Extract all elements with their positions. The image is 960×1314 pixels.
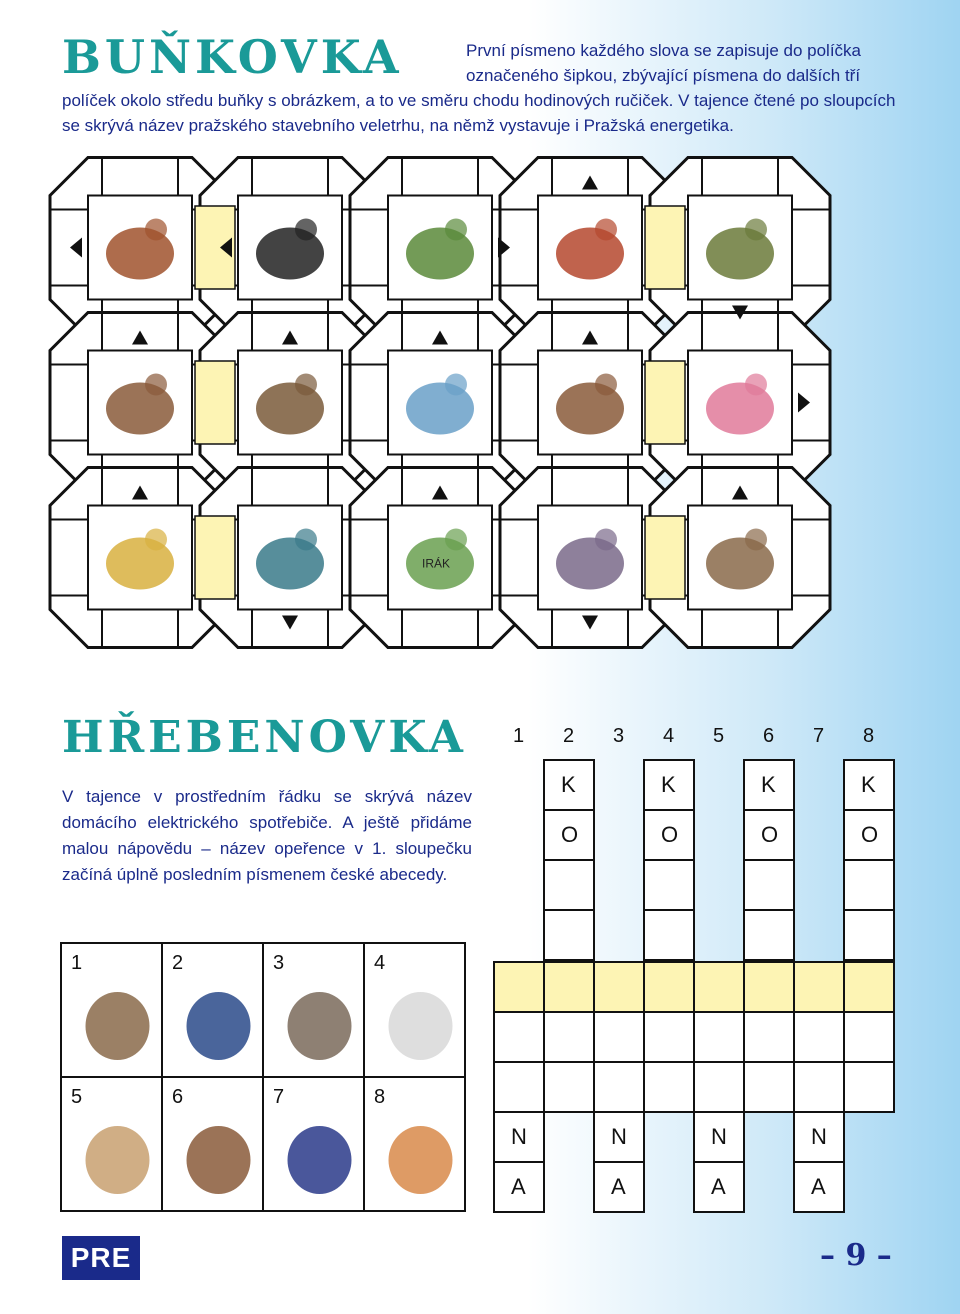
column-number: 5: [713, 725, 725, 747]
solution-cell[interactable]: [794, 962, 844, 1012]
solution-cell[interactable]: [195, 516, 235, 599]
grid-cell[interactable]: [794, 1062, 844, 1112]
grid-cell[interactable]: [744, 1062, 794, 1112]
given-letter: O: [761, 822, 779, 847]
column-number: 3: [613, 725, 625, 747]
window-icon: [238, 351, 342, 455]
given-letter: A: [511, 1174, 526, 1199]
picture-number: 5: [71, 1086, 83, 1108]
grid-cell[interactable]: [844, 1062, 894, 1112]
solution-cell[interactable]: [645, 516, 685, 599]
map-label: IRÁK: [422, 556, 451, 571]
solution-cell[interactable]: [494, 962, 544, 1012]
column-number: 6: [763, 725, 775, 747]
iraq-map-icon: [388, 506, 492, 610]
puzzle1-title: BUŇKOVKA: [62, 30, 403, 84]
hrebenovka-grid: [486, 716, 896, 1216]
genie-icon: [388, 351, 492, 455]
given-letter: K: [561, 772, 576, 797]
logo-text: PRE: [70, 1242, 132, 1273]
stove-icon: [263, 1077, 364, 1211]
grid-cell[interactable]: [694, 1062, 744, 1112]
grid-cell[interactable]: [494, 1012, 544, 1062]
llama-icon: [538, 196, 642, 300]
picture-number: 2: [172, 952, 184, 974]
adam-eve-icon: [388, 196, 492, 300]
plate-icon: [162, 1077, 263, 1211]
column-number: 2: [563, 725, 575, 747]
given-letter: O: [661, 822, 679, 847]
given-letter: A: [811, 1174, 826, 1199]
solution-cell[interactable]: [645, 361, 685, 444]
cat-icon: [364, 1077, 465, 1211]
given-letter: N: [811, 1124, 827, 1149]
given-letter: A: [611, 1174, 626, 1199]
picture-number: 4: [374, 952, 386, 974]
grid-cell[interactable]: [644, 860, 694, 910]
grid-cell[interactable]: [544, 910, 594, 960]
page-number: – 9 –: [820, 1238, 892, 1273]
grid-cell[interactable]: [744, 860, 794, 910]
puzzle1-instruction-text: políček okolo středu buňky s obrázkem, a to ve směru chodu hodinových ručiček. V tajence čtené po sloupcích se skrývá název pražského stavebního veletrhu, na němž vystavuje i Pražská energetika.: [62, 91, 896, 135]
puzzle2-instruction: V tajence v prostředním řádku se skrývá název domácího elektrického spotřebiče. A ještě přidáme malou nápovědu – název opeřence v 1. sloupečku začíná úplně posledním písmenem české abecedy.: [62, 787, 472, 884]
given-letter: K: [761, 772, 776, 797]
column-number: 7: [813, 725, 825, 747]
solution-cell[interactable]: [645, 206, 685, 289]
saint-icon: [61, 1077, 162, 1211]
birthday-cake-icon: [688, 351, 792, 455]
given-letter: N: [611, 1124, 627, 1149]
suitcase-icon: [88, 196, 192, 300]
given-letter: N: [711, 1124, 727, 1149]
column-number: 4: [663, 725, 675, 747]
given-letter: A: [711, 1174, 726, 1199]
given-letter: K: [661, 772, 676, 797]
castle-icon: [88, 506, 192, 610]
column-number: 1: [513, 725, 525, 747]
grid-cell[interactable]: [644, 1012, 694, 1062]
grid-cell[interactable]: [644, 1062, 694, 1112]
picture-number: 1: [71, 952, 83, 974]
grid-cell[interactable]: [744, 910, 794, 960]
bull-horns-icon: [88, 351, 192, 455]
grid-cell[interactable]: [494, 1062, 544, 1112]
grid-cell[interactable]: [794, 1012, 844, 1062]
grid-cell[interactable]: [594, 1062, 644, 1112]
grid-cell[interactable]: [644, 910, 694, 960]
solution-cell[interactable]: [644, 962, 694, 1012]
grid-cell[interactable]: [544, 1012, 594, 1062]
picture-number: 8: [374, 1086, 386, 1108]
tailcoat-icon: [238, 196, 342, 300]
solution-cell[interactable]: [594, 962, 644, 1012]
hippo-icon: [538, 506, 642, 610]
solution-cell[interactable]: [544, 962, 594, 1012]
puzzle2-title: HŘEBENOVKA: [62, 712, 467, 763]
grid-cell[interactable]: [544, 1062, 594, 1112]
walrus-icon: [538, 351, 642, 455]
given-letter: N: [511, 1124, 527, 1149]
puzzle1-instruction-line2: [62, 88, 912, 138]
walnut-icon: [688, 506, 792, 610]
given-letter: K: [861, 772, 876, 797]
column-number: 8: [863, 725, 875, 747]
ball-icon: [162, 943, 263, 1077]
grid-cell[interactable]: [844, 1012, 894, 1062]
grid-cell[interactable]: [544, 860, 594, 910]
given-letter: O: [861, 822, 879, 847]
goat-icon: [364, 943, 465, 1077]
solution-cell[interactable]: [195, 361, 235, 444]
bunkovka-grid: [0, 140, 960, 700]
grid-cell[interactable]: [694, 1012, 744, 1062]
solution-cell[interactable]: [744, 962, 794, 1012]
solution-cell[interactable]: [694, 962, 744, 1012]
hyena-icon: [263, 943, 364, 1077]
picture-number: 6: [172, 1086, 184, 1108]
picture-number: 3: [273, 952, 285, 974]
given-letter: O: [561, 822, 579, 847]
grid-cell[interactable]: [744, 1012, 794, 1062]
picture-number: 7: [273, 1086, 285, 1108]
tank-icon: [688, 196, 792, 300]
puzzle1-instruction-line1: První písmeno každého slova se zapisuje do políčka označeného šipkou, zbývající písmena do dalších tří: [466, 41, 862, 85]
grid-cell[interactable]: [844, 910, 894, 960]
woodpecker-icon: [61, 943, 162, 1077]
solution-cell[interactable]: [844, 962, 894, 1012]
dragon-icon: [238, 506, 342, 610]
grid-cell[interactable]: [594, 1012, 644, 1062]
pre-logo: [62, 1236, 140, 1280]
grid-cell[interactable]: [844, 860, 894, 910]
hrebenovka-pictures: [60, 942, 466, 1212]
